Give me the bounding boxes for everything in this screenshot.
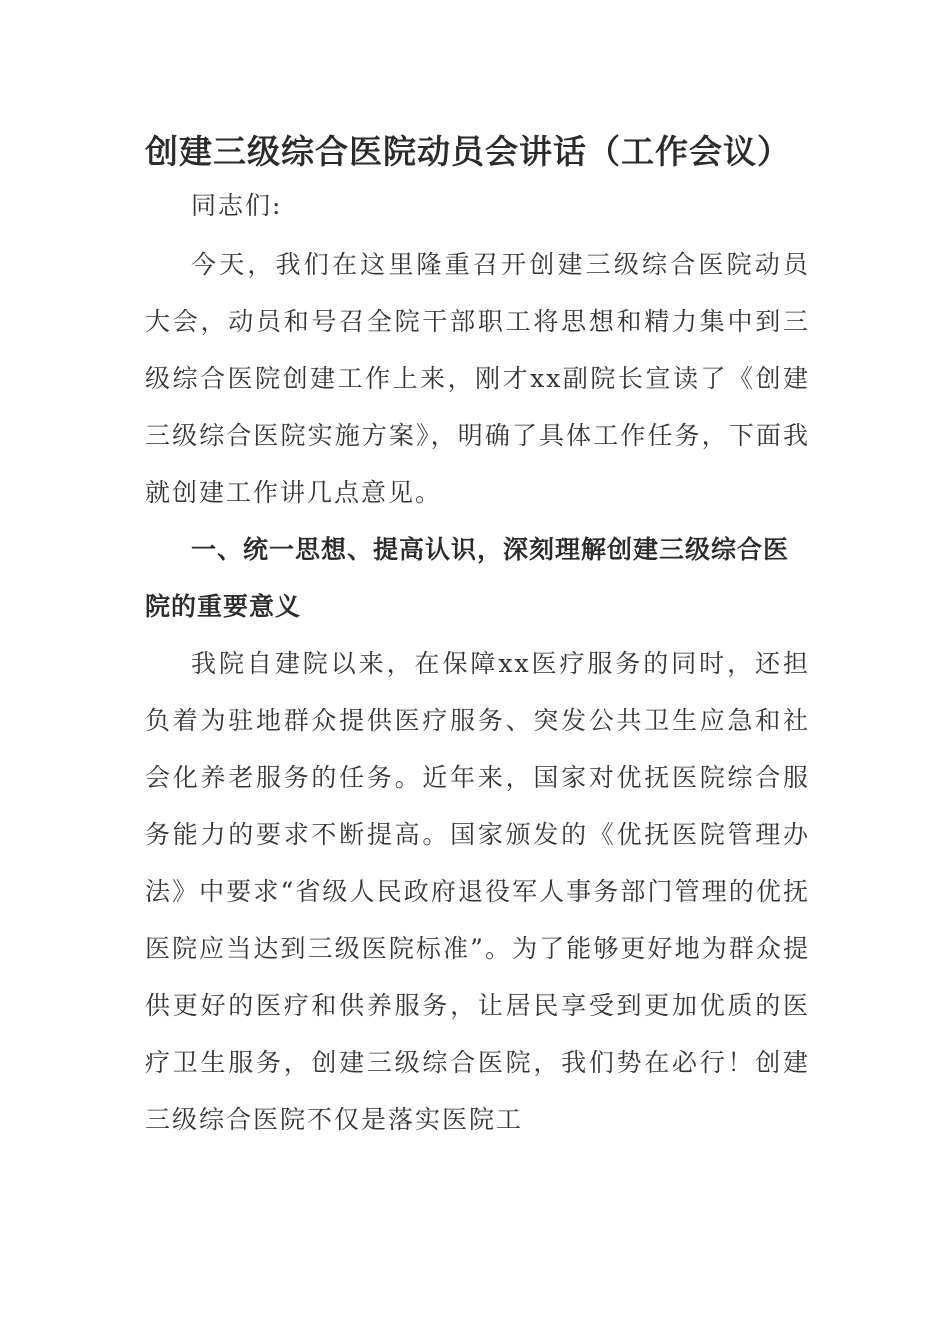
paragraph-opening: 今天，我们在这里隆重召开创建三级综合医院动员大会，动员和号召全院干部职工将思想和精力集中到三级综合医院创建工作上来，刚才xx副院长宣读了《创建三级综合医院实施方案》，明确了具体工作任务，下面我就创建工作讲几点意见。 (145, 250, 810, 507)
document-body (145, 128, 810, 1148)
salutation: 同志们: (191, 191, 283, 220)
paragraph-section-1: 我院自建院以来，在保障xx医疗服务的同时，还担负着为驻地群众提供医疗服务、突发公共卫生应急和社会化养老服务的任务。近年来，国家对优抚医院综合服务能力的要求不断提高。国家颁发的《优抚医院管理办法》中要求“省级人民政府退役军人事务部门管理的优抚医院应当达到三级医院标准”。为了能够更好地为群众提供更好的医疗和供养服务，让居民享受到更加优质的医疗卫生服务，创建三级综合医院，我们势在必行！创建三级综合医院不仅是落实医院工 (145, 649, 810, 1134)
section-heading-1: 一、统一思想、提高认识，深刻理解创建三级综合医院的重要意义 (145, 535, 790, 621)
speech-text (145, 176, 810, 1148)
document-title: 创建三级综合医院动员会讲话（工作会议） (145, 132, 791, 171)
